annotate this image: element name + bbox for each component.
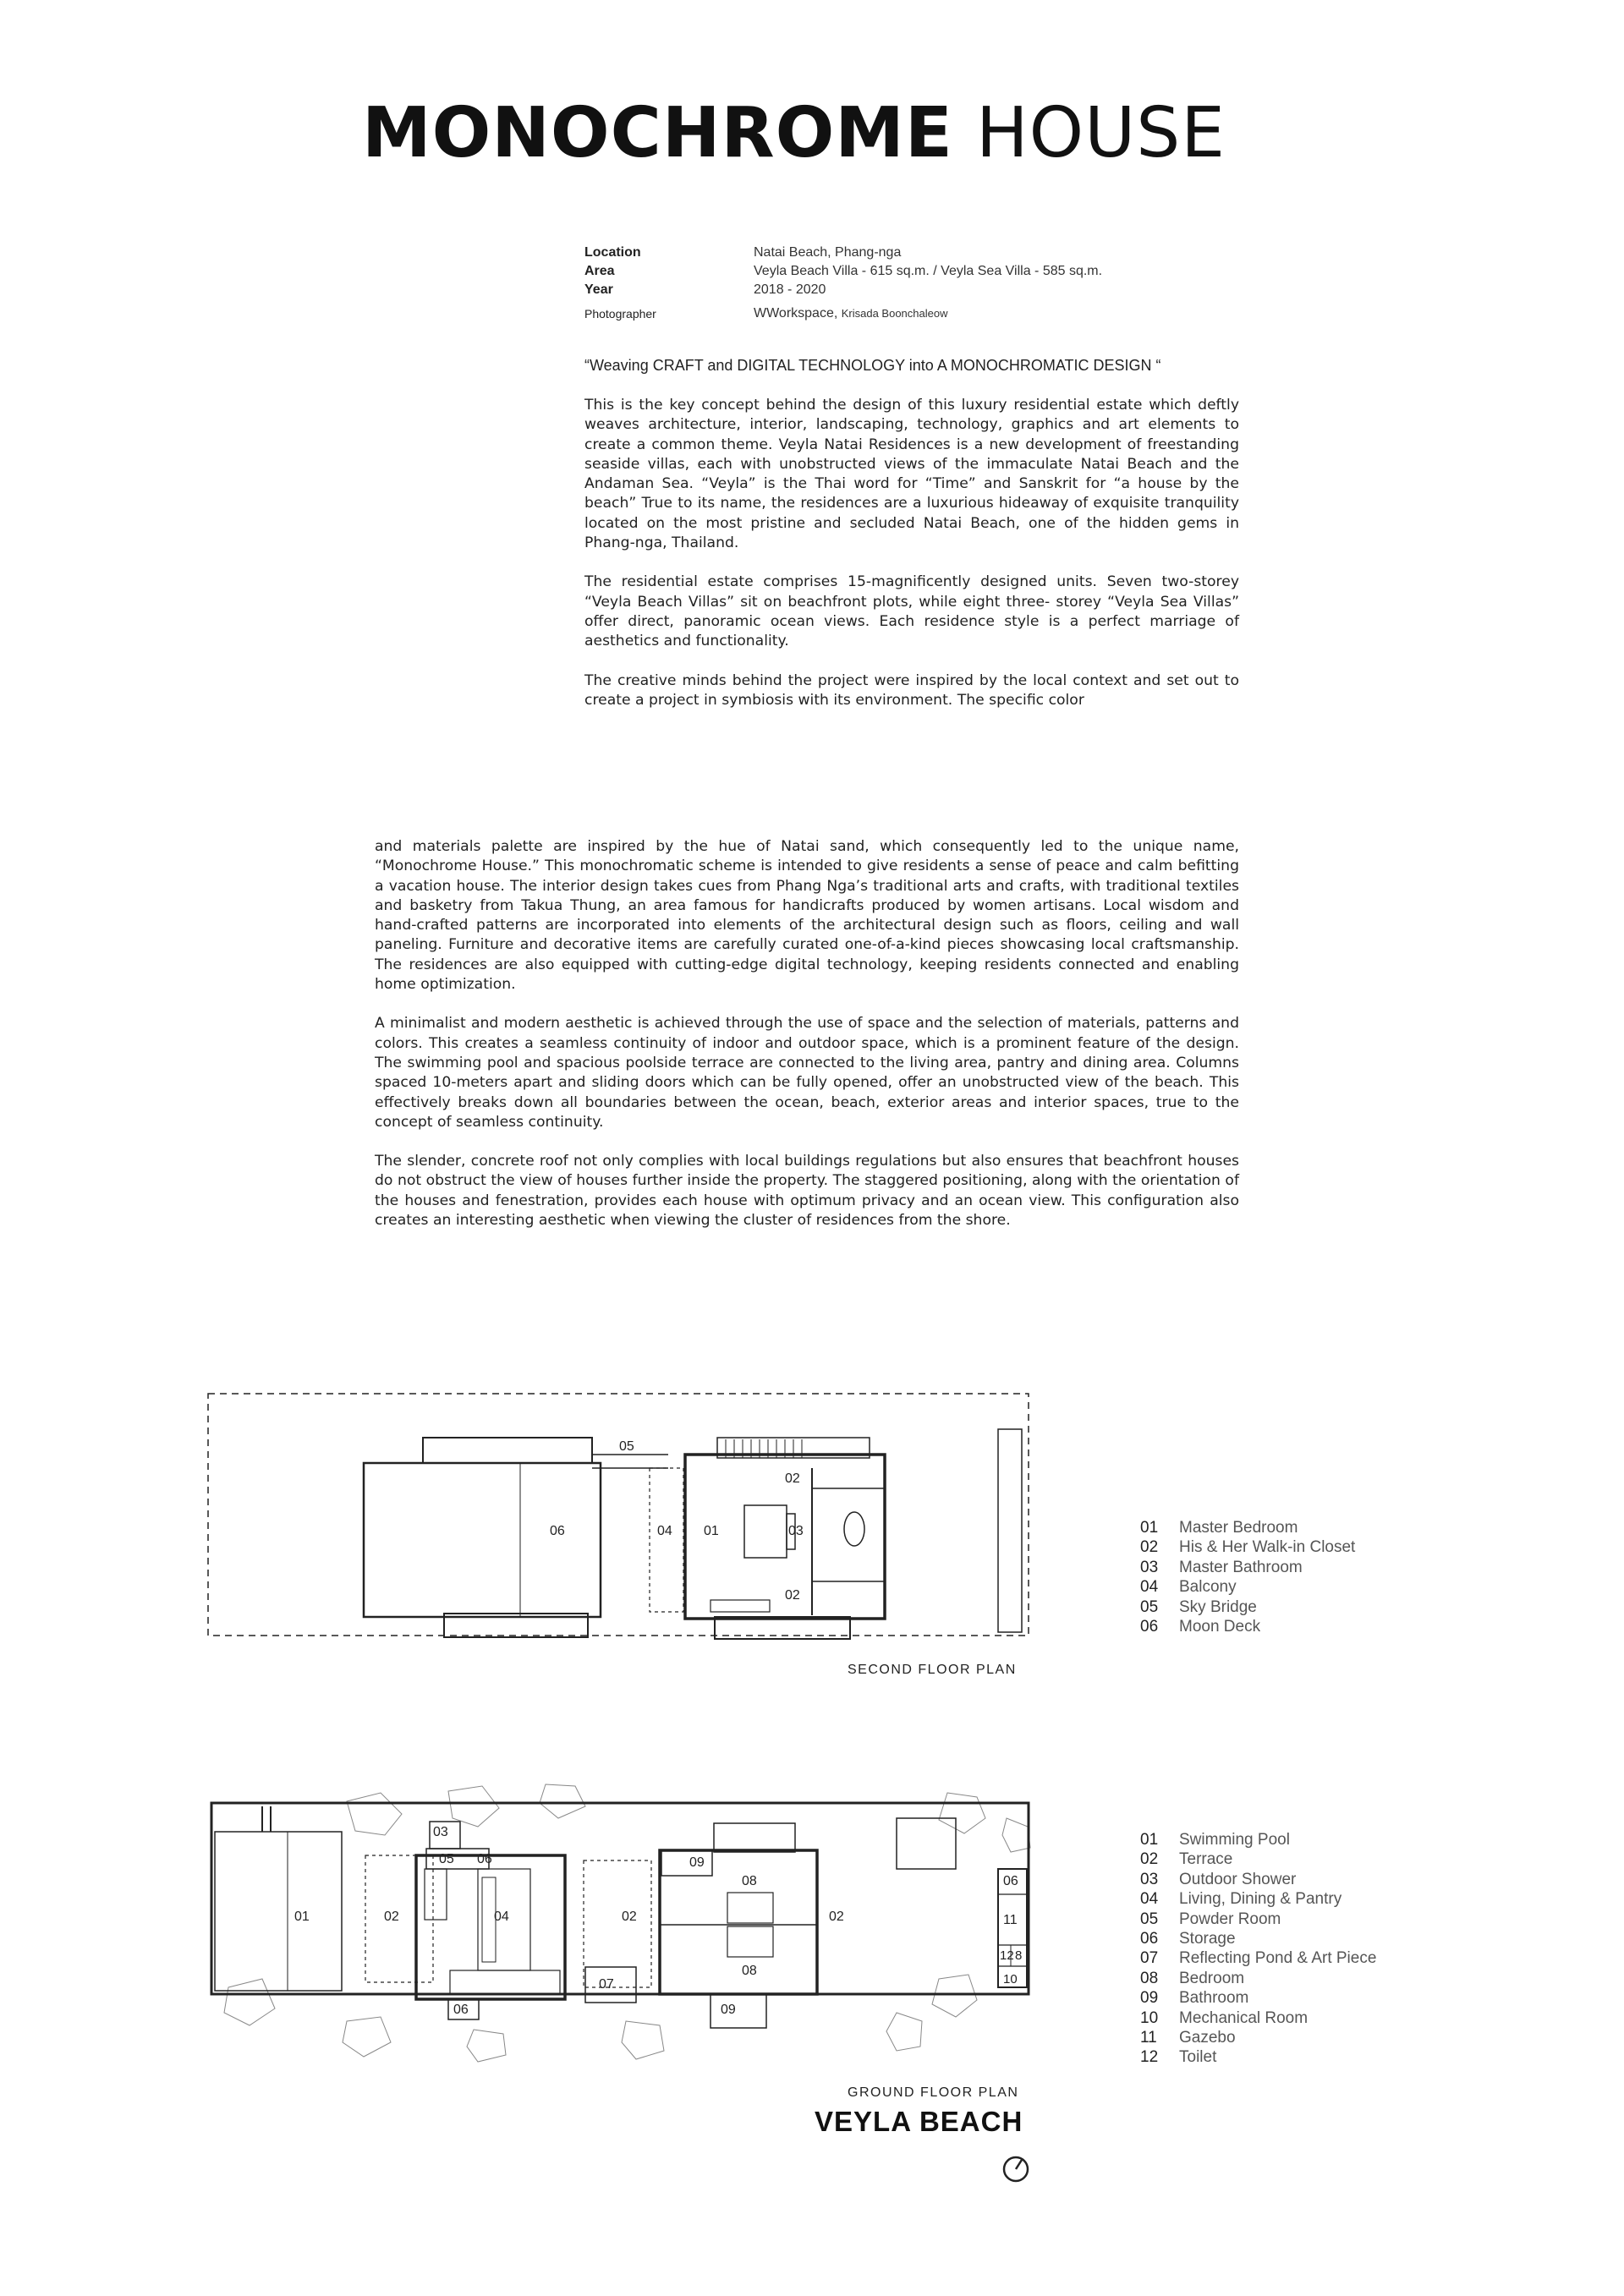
meta-year-value: 2018 - 2020	[754, 282, 826, 297]
photographer-studio: WWorkspace,	[754, 306, 838, 321]
ground-floor-legend	[1140, 1830, 1376, 2068]
meta-location-value: Natai Beach, Phang-nga	[754, 245, 902, 260]
legend-item: 03 Outdoor Shower	[1140, 1870, 1297, 1888]
paragraph: The creative minds behind the project were inspired by the local context and set out to create a project in symbiosis with its environment. The specific color	[584, 671, 1239, 709]
legend-item: 02 Terrace	[1140, 1850, 1233, 1869]
body-column-1	[584, 396, 1239, 730]
legend-item: 08 Bedroom	[1140, 1969, 1245, 1987]
tag-closet-bottom: 02	[785, 1588, 800, 1603]
meta-photographer-value	[754, 304, 947, 323]
meta-year-label: Year	[584, 282, 613, 297]
tag-storage-right: 06	[1003, 1874, 1018, 1888]
meta-location-row	[584, 244, 1102, 262]
north-arrow-icon	[1001, 2155, 1030, 2188]
paragraph: The slender, concrete roof not only complies with local buildings regulations but also ensures that beachfront houses do not obstruct the view of houses further inside the property. The staggered positioning, along with the orientation of the houses and fenestration, provides each house with optimum privacy and an ocean view. This configuration also creates an interesting aesthetic when viewing the cluster of residences from the shore.	[375, 1153, 1239, 1230]
tag-terrace-mid: 02	[622, 1910, 637, 1924]
meta-location-label: Location	[584, 245, 641, 260]
tag-bedroom-bottom: 08	[742, 1964, 757, 1978]
legend-item: 06 Moon Deck	[1140, 1618, 1261, 1636]
meta-area-label: Area	[584, 264, 615, 278]
meta-area-value: Veyla Beach Villa - 615 sq.m. / Veyla Sea Villa - 585 sq.m.	[754, 264, 1103, 278]
meta-photographer-row	[584, 304, 1102, 323]
ground-floor-label: GROUND FLOOR PLAN	[848, 2085, 1019, 2100]
tag-master-bedroom: 01	[704, 1524, 719, 1538]
legend-item: 04 Balcony	[1140, 1578, 1237, 1597]
legend-item: 01 Master Bedroom	[1140, 1519, 1298, 1537]
house-name: VEYLA BEACH	[815, 2106, 1023, 2137]
tag-balcony: 04	[657, 1524, 672, 1538]
legend-item: 09 Bathroom	[1140, 1989, 1249, 2008]
tag-gazebo: 11	[1003, 1913, 1018, 1927]
tag-storage-bottom: 06	[453, 2003, 469, 2017]
body-column-2	[375, 837, 1239, 1250]
legend-item: 07 Reflecting Pond & Art Piece	[1140, 1949, 1377, 1968]
second-floor-plan	[203, 1387, 1040, 1658]
tag-storage-top: 06	[477, 1852, 492, 1866]
tag-powder-room: 05	[439, 1852, 454, 1866]
tag-master-bathroom: 03	[788, 1524, 804, 1538]
tag-swimming-pool: 01	[294, 1910, 310, 1924]
tag-sky-bridge: 05	[619, 1439, 634, 1454]
tag-bathroom-top: 09	[689, 1855, 705, 1870]
legend-item: 03 Master Bathroom	[1140, 1558, 1303, 1576]
meta-area-row	[584, 262, 1102, 281]
tag-reflecting-pond: 07	[599, 1977, 614, 1992]
paragraph: This is the key concept behind the design of this luxury residential estate which deftly weaves architecture, interior, landscaping, technology, graphics and art elements to create a common theme. Veyla Natai Residences is a new development of freestanding seaside villas, each with unobstructed views of the immaculate Natai Beach and the Andaman Sea. “Veyla” is the Thai word for “Time” and Sanskrit for “a house by the beach” True to its name, the residences are a luxurious hideaway of exquisite tranquility located on the most pristine and secluded Natai Beach, one of the hidden gems in Phang-nga, Thailand.	[584, 397, 1239, 552]
paragraph: A minimalist and modern aesthetic is achieved through the use of space and the selection of materials, patterns and colors. This creates a seamless continuity of indoor and outdoor space, which is a prominent feature of the design. The swimming pool and spacious poolside terrace are connected to the living area, pantry and dining area. Columns spaced 10-meters apart and sliding doors which can be fully opened, offer an unobstructed view of the beach. This effectively breaks down all boundaries between the ocean, beach, exterior areas and interior spaces, true to the concept of seamless continuity.	[375, 1015, 1239, 1131]
paragraph: The residential estate comprises 15-magnificently designed units. Seven two-storey “Veyla Beach Villas” sit on beachfront plots, while eight three- storey “Veyla Sea Villas” offer direct, panoramic ocean views. Each residence style is a perfect marriage of aesthetics and functionality.	[584, 573, 1239, 650]
legend-item: 10 Mechanical Room	[1140, 2008, 1309, 2027]
tag-terrace-right: 02	[829, 1910, 844, 1924]
ground-floor-plan	[203, 1767, 1040, 2072]
title-light: HOUSE	[976, 93, 1226, 173]
legend-item: 01 Swimming Pool	[1140, 1831, 1290, 1849]
page-title	[362, 91, 1226, 176]
photographer-person: Krisada Boonchaleow	[841, 307, 948, 320]
project-meta	[584, 244, 1102, 323]
tag-mech-small: 8	[1015, 1948, 1023, 1963]
tag-terrace-left: 02	[384, 1910, 399, 1924]
meta-photographer-label: Photographer	[584, 307, 656, 321]
legend-item: 05 Powder Room	[1140, 1910, 1281, 1928]
concept-quote: “Weaving CRAFT and DIGITAL TECHNOLOGY into A MONOCHROMATIC DESIGN “	[584, 357, 1161, 374]
tag-moon-deck: 06	[550, 1524, 565, 1538]
legend-item: 06 Storage	[1140, 1930, 1236, 1948]
tag-living: 04	[494, 1910, 509, 1924]
legend-item: 12 Toilet	[1140, 2048, 1217, 2067]
paragraph: and materials palette are inspired by the hue of Natai sand, which consequently led to the unique name, “Monochrome House.” This monochromatic scheme is intended to give residents a sense of peace and calm befitting a vacation house. The interior design takes cues from Phang Nga’s traditional arts and crafts, with traditional textiles and basketry from Takua Thung, an area famous for handicrafts produced by women artisans. Local wisdom and hand-crafted patterns are incorporated into elements of the architectural design such as floors, ceiling and wall paneling. Furniture and decorative items are carefully curated one-of-a-kind pieces showcasing local craftsmanship. The residences are also equipped with cutting-edge digital technology, keeping residents connected and enabling home optimization.	[375, 838, 1239, 994]
tag-toilet: 12	[1000, 1948, 1014, 1963]
legend-item: 02 His & Her Walk-in Closet	[1140, 1538, 1356, 1557]
legend-item: 11 Gazebo	[1140, 2029, 1236, 2047]
tag-bedroom-top: 08	[742, 1874, 757, 1888]
tag-bathroom-bottom: 09	[721, 2003, 736, 2017]
second-floor-label: SECOND FLOOR PLAN	[848, 1663, 1017, 1677]
title-bold: MONOCHROME	[362, 93, 953, 173]
tag-mechanical-room: 10	[1003, 1972, 1018, 1986]
meta-year-row	[584, 281, 1102, 299]
legend-item: 04 Living, Dining & Pantry	[1140, 1890, 1342, 1909]
tag-outdoor-shower: 03	[433, 1825, 448, 1839]
second-floor-legend	[1140, 1518, 1355, 1636]
tag-closet-top: 02	[785, 1471, 800, 1486]
legend-item: 05 Sky Bridge	[1140, 1597, 1257, 1616]
